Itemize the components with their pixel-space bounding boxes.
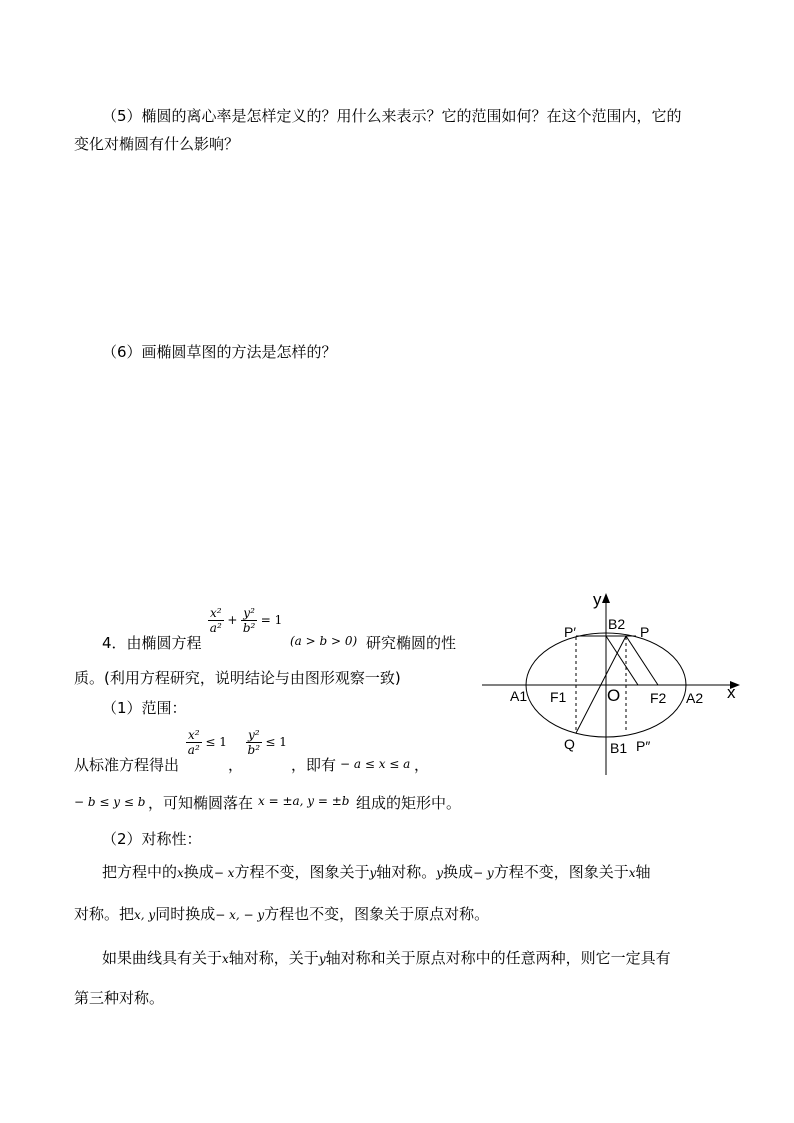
- sym-p1-negy: − y: [473, 866, 494, 880]
- ineq1-den: a²: [187, 743, 200, 757]
- eq-x-den: a²: [209, 621, 222, 635]
- eq-x-num: x²: [210, 606, 222, 620]
- range-lines-eq: x = ±a, y = ±b: [258, 794, 350, 808]
- range-ineq2: [246, 728, 287, 757]
- q6-text: （6）画椭圆草图的方法是怎样的？: [102, 343, 337, 361]
- eq-y-den: b²: [242, 621, 256, 635]
- eq-plus: +: [227, 613, 238, 627]
- sym-p1-b: 换成: [183, 863, 214, 881]
- sym-p2-a: 对称。把: [74, 905, 135, 923]
- label-a1: A1: [510, 688, 528, 704]
- range-lead: 从标准方程得出: [74, 756, 180, 774]
- label-x: x: [727, 683, 736, 702]
- q5-line2: 变化对椭圆有什么影响？: [74, 135, 240, 153]
- sym-p1-negx: − x: [213, 866, 235, 880]
- sym-p1-e: 换成: [443, 863, 474, 881]
- range-comma: ，: [228, 756, 244, 774]
- eq-condition: (a > b > 0): [290, 634, 358, 648]
- sym-p3-x: x: [222, 952, 229, 966]
- symmetry-p3: [102, 948, 671, 968]
- ineq2-den: b²: [247, 743, 261, 757]
- symmetry-p1: [102, 862, 651, 882]
- sym-p1-y: y: [369, 866, 377, 880]
- sym-p1-x2: x: [628, 866, 636, 880]
- ineq1-rhs: ≤ 1: [205, 735, 227, 749]
- symmetry-p2: [74, 904, 489, 924]
- sym-p2-xy: x, y: [134, 908, 156, 922]
- range-mid: ，即有: [291, 756, 337, 774]
- sym-p1-y2: y: [436, 866, 444, 880]
- range-end-comma: ，: [414, 756, 430, 774]
- ineq2-num: y²: [248, 728, 260, 742]
- sym-p3-a: 如果曲线具有关于: [102, 949, 223, 967]
- label-pprime: P′: [564, 624, 576, 640]
- sym-p3-b: 轴对称，关于: [228, 949, 319, 967]
- ellipse-figure: [478, 585, 748, 785]
- ineq2-rhs: ≤ 1: [265, 735, 287, 749]
- sym-p1-a: 把方程中的: [102, 863, 178, 881]
- range-yrange: − b ≤ y ≤ b: [74, 795, 146, 809]
- label-p: P: [640, 624, 650, 640]
- symmetry-heading: （2）对称性：: [102, 830, 202, 848]
- sym-p3-c: 轴对称和关于原点对称中的任意两种，则它一定具有: [325, 949, 671, 967]
- sym-p1-d: 轴对称。: [376, 863, 437, 881]
- range-conclusion-a: ，可知椭圆落在: [148, 794, 254, 812]
- s4-prefix: 4．由椭圆方程: [102, 634, 202, 652]
- q5-line1: （5）椭圆的离心率是怎样定义的？用什么来表示？它的范围如何？在这个范围内，它的: [102, 107, 682, 125]
- label-q: Q: [564, 736, 575, 752]
- sym-p2-c: 方程也不变，图象关于原点对称。: [264, 905, 490, 923]
- label-y: y: [593, 590, 602, 609]
- y-axis-arrow: [602, 593, 610, 603]
- sym-p1-c: 方程不变，图象关于: [234, 863, 370, 881]
- s4-line2: 质。(利用方程研究，说明结论与由图形观察一致): [74, 669, 401, 687]
- symmetry-p4: 第三种对称。: [74, 989, 165, 1007]
- range-ineq1: [186, 728, 227, 757]
- eq-y-num: y²: [243, 606, 255, 620]
- range-heading: （1）范围：: [102, 699, 187, 717]
- sym-p2-negxy: − x, − y: [215, 908, 265, 922]
- sym-p2-b: 同时换成: [155, 905, 216, 923]
- label-b1: B1: [610, 740, 628, 756]
- ellipse-equation: [208, 606, 282, 635]
- sym-p1-x: x: [177, 866, 184, 880]
- sym-p3-y: y: [318, 952, 326, 966]
- label-b2: B2: [608, 616, 626, 632]
- sym-p1-g: 轴: [635, 863, 651, 881]
- label-a2: A2: [686, 690, 704, 706]
- label-origin: O: [607, 686, 621, 705]
- eq-rhs: = 1: [260, 613, 283, 627]
- s4-suffix: 研究椭圆的性: [366, 634, 457, 652]
- sym-p1-f: 方程不变，图象关于: [493, 863, 629, 881]
- label-f1: F1: [550, 689, 567, 705]
- label-pdprime: P″: [636, 738, 651, 754]
- label-f2: F2: [650, 690, 667, 706]
- range-conclusion-b: 组成的矩形中。: [356, 794, 462, 812]
- ineq1-num: x²: [188, 728, 200, 742]
- range-xrange: − a ≤ x ≤ a: [340, 757, 411, 771]
